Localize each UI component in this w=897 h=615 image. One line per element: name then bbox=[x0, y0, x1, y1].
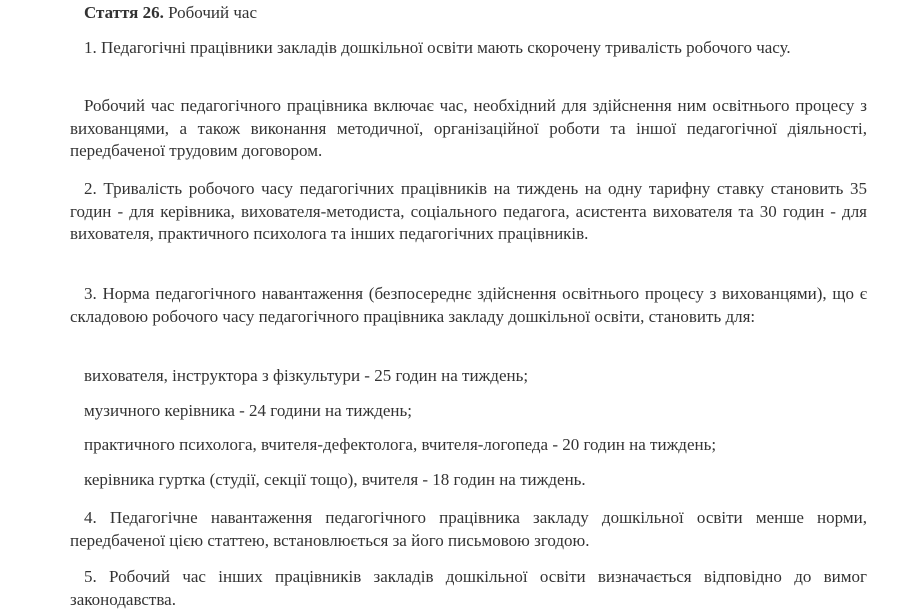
article-number: Стаття 26. bbox=[84, 3, 164, 22]
article-title: Робочий час bbox=[163, 3, 257, 22]
paragraph-4: 3. Норма педагогічного навантаження (безпосереднє здійснення освітнього процесу з вихованцями), що є складовою робочого часу педагогічного працівника закладу дошкільної освіти, становить для: bbox=[70, 284, 867, 326]
paragraph-1: 1. Педагогічні працівники закладів дошкільної освіти мають скорочену тривалість робочого часу. bbox=[84, 38, 791, 57]
paragraph-6: 5. Робочий час інших працівників закладів дошкільної освіти визначається відповідно до вимог законодавства. bbox=[70, 567, 867, 609]
paragraph-2: Робочий час педагогічного працівника включає час, необхідний для здійснення ним освітнього процесу з вихованцями, а також виконання методичної, організаційної роботи та іншої педагогічної діяльності, передбаченої трудовим договором. bbox=[70, 96, 867, 161]
list-item: керівника гуртка (студії, секції тощо), вчителя - 18 годин на тиждень. bbox=[84, 470, 586, 489]
paragraph-5: 4. Педагогічне навантаження педагогічного працівника закладу дошкільної освіти менше норми, передбаченої цією статтею, встановлюється за його письмовою згодою. bbox=[70, 508, 867, 550]
list-item: музичного керівника - 24 години на тиждень; bbox=[84, 401, 412, 420]
list-item: практичного психолога, вчителя-дефектолога, вчителя-логопеда - 20 годин на тиждень; bbox=[84, 435, 717, 454]
list-item: вихователя, інструктора з фізкультури - 25 годин на тиждень; bbox=[84, 366, 529, 385]
paragraph-3: 2. Тривалість робочого часу педагогічних працівників на тиждень на одну тарифну ставку становить 35 годин - для керівника, вихователя-методиста, соціального педагога, асистента вихователя та 30 годин - для вихователя, практичного психолога та інших педагогічних працівників. bbox=[70, 179, 867, 244]
article-heading bbox=[84, 2, 257, 25]
